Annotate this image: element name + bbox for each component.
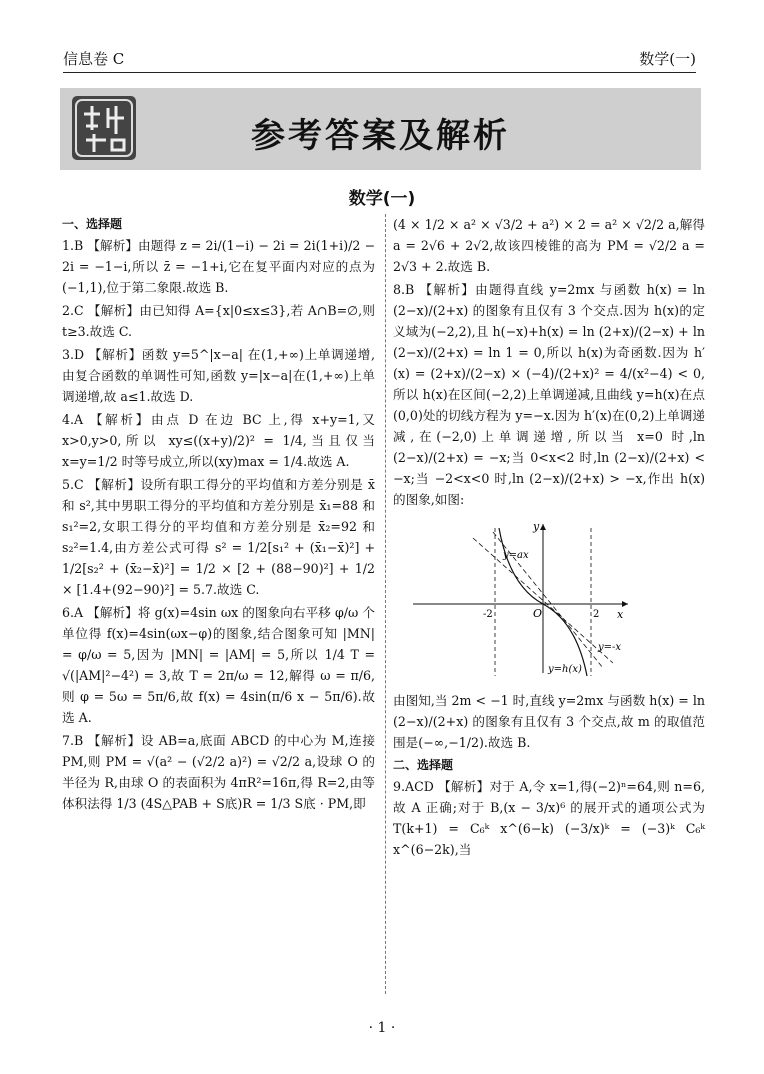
answer-item: 9.ACD 【解析】对于 A,令 x=1,得(−2)ⁿ=64,则 n=6,故 A 正确;对于 B,(x − 3/x)⁶ 的展开式的通项公式为 T(k+1) = C₆ᵏ x^(6−k) (−3/x)ᵏ = (−3)ᵏ C₆ᵏ x^(6−2k),当 — [393, 779, 705, 857]
x-arrow-icon — [622, 601, 628, 607]
answer-item: 8.B 【解析】由题得直线 y=2mx 与函数 h(x) = ln (2−x)/(2+x) 的图象有且仅有 3 个交点.因为 h(x)的定义域为(−2,2),且 h(−x)+h(x) = ln (2+x)/(2−x) + ln (2−x)/(2+x) = ln 1 = 0,所以 h(x)为奇函数.因为 h′(x) = (2+x)/(2−x) × (−4)/(2+x)² = 4/(x²−4) < 0,所以 h(x)在区间(−2,2)上单调递减,且曲线 y=h(x)在点(0,0)处的切线方程为 y=−x.因为 h′(x)在(0,2)上单调递减,在(−2,0)上单调递增,所以当 x=0 时,ln (2−x)/(2+x) = −x;当 0<x<2 时,ln (2−x)/(2+x) < −x;当 −2<x<0 时,ln (2−x)/(2+x) > −x,作出 h(x)的图象,如图: — [393, 282, 705, 507]
title-banner — [60, 88, 701, 170]
origin-label: O — [533, 607, 543, 620]
answer-item: 6.A 【解析】将 g(x)=4sin ωx 的图象向右平移 φ/ω 个单位得 f(x)=4sin(ωx−φ)的图象,结合图象可知 |MN| = φ/ω = 5,因为 |MN| = |AM| = 5,所以 1/4 T = √(|AM|²−4²) = 3,故 T = 2π/ω = 12,解得 ω = π/6,则 φ = 5ω = 5π/6,故 f(x) = 4sin(π/6 x − 5π/6).故选 A. — [62, 605, 375, 725]
page-header — [63, 40, 696, 73]
answer-item: 3.D 【解析】函数 y=5^|x−a| 在(1,+∞)上单调递增,由复合函数的单调性可知,函数 y=|x−a|在(1,+∞)上单调递增,故 a≤1.故选 D. — [62, 347, 375, 404]
answer-item: 4.A 【解析】由点 D 在边 BC 上,得 x+y=1,又 x>0,y>0,所以 xy≤((x+y)/2)² = 1/4,当且仅当 x=y=1/2 时等号成立,所以(xy)max = 1/4.故选 A. — [62, 412, 375, 469]
curve-label: y=h(x) — [548, 664, 582, 675]
x-axis-label: x — [617, 608, 624, 621]
answer-item: (4 × 1/2 × a² × √3/2 + a²) × 2 = a² × √2/2 a,解得 a = 2√6 + 2√2,故该四棱锥的高为 PM = √2/2 a = 2√3 + 2.故选 B. — [393, 217, 705, 274]
tick-pos2: 2 — [593, 609, 600, 620]
section-heading: 二、选择题 — [393, 758, 454, 772]
header-right: 数学(一) — [639, 50, 696, 68]
answer-item: 5.C 【解析】设所有职工得分的平均值和方差分别是 x̄ 和 s²,其中男职工得分的平均值和方差分别是 x̄₁=88 和 s₁²=2,女职工得分的平均值和方差分别是 x̄₂=92 和 s₂²=1.4,由方差公式可得 s² = 1/2[s₁² + (x̄₁−x̄)²] + 1/2[s₂² + (x̄₂−x̄)²] = 1/2 × [2 + (88−90)²] + 1/2 × [1.4+(92−90)²] = 5.7.故选 C. — [62, 477, 375, 597]
column-divider — [385, 214, 386, 994]
subject-title: 数学(一) — [348, 189, 416, 209]
y-arrow-icon — [540, 524, 546, 530]
function-graph — [403, 518, 633, 678]
line-label: y=ax — [503, 550, 529, 561]
left-column — [62, 214, 375, 816]
header-left: 信息卷 C — [63, 50, 125, 68]
answer-item: 7.B 【解析】设 AB=a,底面 ABCD 的中心为 M,连接 PM,则 PM = √(a² − (√2/2 a)²) = √2/2 a,设球 O 的半径为 R,由球 O 的表面积为 4πR²=16π,得 R=2,由等体积法得 1/3 (4S△PAB + S底)R = 1/3 S底 · PM,即 — [62, 733, 375, 811]
tangent-label: y=-x — [598, 642, 622, 653]
right-column — [393, 214, 705, 862]
section-heading: 一、选择题 — [62, 217, 123, 231]
page-number: · 1 · — [368, 1020, 396, 1036]
answer-item: 2.C 【解析】由已知得 A={x|0≤x≤3},若 A∩B=∅,则 t≥3.故选 C. — [62, 303, 375, 339]
y-axis-label: y — [533, 520, 540, 533]
answer-item: 由图知,当 2m < −1 时,直线 y=2mx 与函数 h(x) = ln (2−x)/(2+x) 的图象有且仅有 3 个交点,故 m 的取值范围是(−∞,−1/2).故选 B. — [393, 693, 705, 750]
tick-neg2: -2 — [483, 609, 493, 620]
banner-title: 参考答案及解析 — [251, 116, 510, 156]
answer-item: 1.B 【解析】由题得 z = 2i/(1−i) − 2i = 2i(1+i)/2 − 2i = −1−i,所以 z̄ = −1+i,它在复平面内对应的点为(−1,1),位于第二象限.故选 B. — [62, 238, 375, 295]
